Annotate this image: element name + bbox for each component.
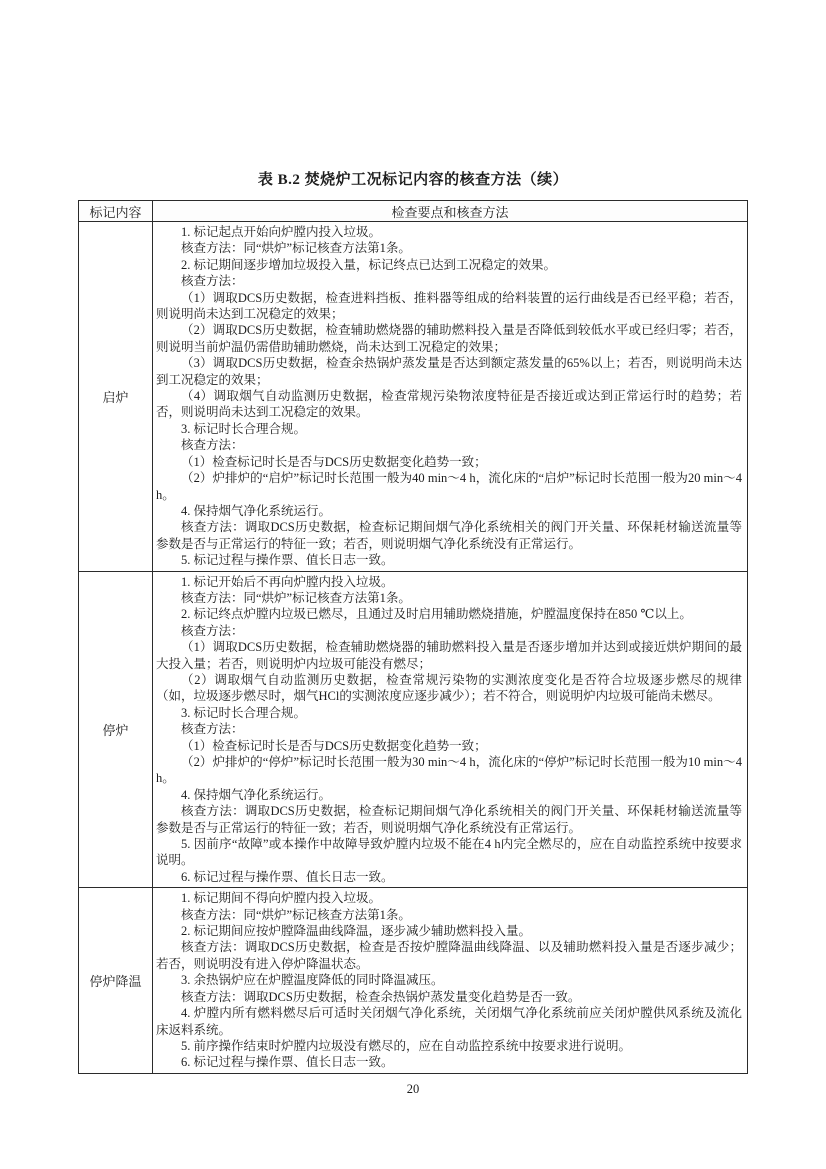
check-item-paragraph: （1）检查标记时长是否与DCS历史数据变化趋势一致； — [181, 454, 487, 469]
table-row — [79, 222, 748, 572]
check-item-paragraph: 4. 炉膛内所有燃料燃尽后可适时关闭烟气净化系统，关闭烟气净化系统前应关闭炉膛供风系统及流化床返料系统。 — [156, 1006, 742, 1037]
column-header-check-points: 检查要点和核查方法 — [153, 201, 748, 222]
table-header — [79, 201, 748, 222]
check-item-paragraph: 核查方法：调取DCS历史数据，检查标记期间烟气净化系统相关的阀门开关量、环保耗材输送流量等参数是否与正常运行的特征一致；若否，则说明烟气净化系统没有正常运行。 — [156, 520, 742, 551]
check-item-paragraph: 3. 余热锅炉应在炉膛温度降低的同时降温减压。 — [181, 973, 444, 988]
check-item-paragraph: （1）调取DCS历史数据，检查进料挡板、推料器等组成的给料装置的运行曲线是否已经平稳；若否，则说明尚未达到工况稳定的效果； — [156, 290, 742, 322]
check-item-paragraph: 6. 标记过程与操作票、值长日志一致。 — [181, 869, 394, 884]
check-item-paragraph: （2）炉排炉的“停炉”标记时长范围一般为30 min～4 h，流化床的“停炉”标记时长范围一般为10 min～4 h。 — [156, 755, 742, 786]
check-item-paragraph: 5. 前序操作结束时炉膛内垃圾没有燃尽的，应在自动监控系统中按要求进行说明。 — [181, 1038, 632, 1053]
check-item-paragraph: 2. 标记终点炉膛内垃圾已燃尽，且通过及时启用辅助燃烧措施，炉膛温度保持在850 ℃以上。 — [181, 607, 692, 622]
check-item-paragraph: 核查方法： — [181, 623, 244, 638]
check-item-paragraph: 6. 标记过程与操作票、值长日志一致。 — [181, 1055, 394, 1070]
check-item-paragraph: 1. 标记起点开始向炉膛内投入垃圾。 — [181, 225, 382, 239]
row-label: 停炉降温 — [79, 888, 153, 1073]
check-item-paragraph: 4. 保持烟气净化系统运行。 — [181, 503, 332, 518]
check-item-paragraph: 4. 保持烟气净化系统运行。 — [181, 787, 332, 802]
header-row — [79, 201, 748, 222]
check-item-paragraph: 核查方法： — [181, 438, 244, 453]
row-label: 启炉 — [79, 222, 153, 572]
check-item-paragraph: 2. 标记期间逐步增加垃圾投入量，标记终点已达到工况稳定的效果。 — [181, 257, 557, 272]
table-row — [79, 888, 748, 1073]
row-label: 停炉 — [79, 571, 153, 888]
check-item-paragraph: 核查方法：调取DCS历史数据，检查是否按炉膛降温曲线降温、以及辅助燃料投入量是否逐步减少；若否，则说明没有进入停炉降温状态。 — [156, 940, 742, 971]
page-number: 20 — [406, 1082, 420, 1096]
check-item-paragraph: （4）调取烟气自动监测历史数据，检查常规污染物浓度特征是否接近或达到正常运行时的趋势；若否，则说明尚未达到工况稳定的效果。 — [156, 389, 742, 420]
check-item-paragraph: 核查方法：调取DCS历史数据，检查标记期间烟气净化系统相关的阀门开关量、环保耗材输送流量等参数是否与正常运行的特征一致；若否，则说明烟气净化系统没有正常运行。 — [156, 804, 742, 835]
check-item-paragraph: 核查方法：同“烘炉”标记核查方法第1条。 — [181, 907, 411, 922]
check-item-paragraph: 1. 标记开始后不再向炉膛内投入垃圾。 — [181, 574, 394, 589]
check-item-paragraph: 5. 因前序“故障”或本操作中故障导致炉膛内垃圾不能在4 h内完全燃尽的，应在自动监控系统中按要求说明。 — [156, 837, 742, 868]
check-item-paragraph: 5. 标记过程与操作票、值长日志一致。 — [181, 553, 394, 568]
row-content — [153, 571, 748, 888]
check-item-paragraph: （1）检查标记时长是否与DCS历史数据变化趋势一致； — [181, 738, 487, 753]
row-content — [153, 888, 748, 1073]
check-item-paragraph: 3. 标记时长合理合规。 — [181, 705, 307, 720]
check-item-paragraph: 核查方法：调取DCS历史数据，检查余热锅炉蒸发量变化趋势是否一致。 — [181, 989, 581, 1004]
check-item-paragraph: 核查方法： — [181, 274, 244, 289]
table-title: 表 B.2 焚烧炉工况标记内容的核查方法（续） — [257, 172, 569, 188]
check-item-paragraph: （2）调取DCS历史数据，检查辅助燃烧器的辅助燃料投入量是否降低到较低水平或已经归零；若否，则说明当前炉温仍需借助辅助燃烧，尚未达到工况稳定的效果； — [156, 323, 742, 354]
check-item-paragraph: 2. 标记期间应按炉膛降温曲线降温，逐步减少辅助燃料投入量。 — [181, 924, 532, 939]
check-item-paragraph: （2）调取烟气自动监测历史数据，检查常规污染物的实测浓度变化是否符合垃圾逐步燃尽的规律（如，垃圾逐步燃尽时，烟气HCl的实测浓度应逐步减少）；若不符合，则说明炉内垃圾可能尚未燃尽。 — [156, 672, 742, 704]
column-header-mark-content: 标记内容 — [79, 201, 153, 222]
check-item-paragraph: 3. 标记时长合理合规。 — [181, 421, 307, 436]
check-item-paragraph: 核查方法：同“烘炉”标记核查方法第1条。 — [181, 241, 411, 256]
check-item-paragraph: （2）炉排炉的“启炉”标记时长范围一般为40 min～4 h，流化床的“启炉”标记时长范围一般为20 min～4 h。 — [156, 471, 742, 502]
table-row — [79, 571, 748, 888]
check-item-paragraph: 核查方法： — [181, 722, 244, 737]
check-item-paragraph: 核查方法：同“烘炉”标记核查方法第1条。 — [181, 590, 411, 605]
table-body — [79, 222, 748, 1074]
verification-method-table — [78, 200, 748, 1074]
check-item-paragraph: （1）调取DCS历史数据，检查辅助燃烧器的辅助燃料投入量是否逐步增加并达到或接近烘炉期间的最大投入量；若否，则说明炉内垃圾可能没有燃尽； — [156, 640, 742, 671]
row-content — [153, 222, 748, 572]
check-item-paragraph: （3）调取DCS历史数据，检查余热锅炉蒸发量是否达到额定蒸发量的65%以上；若否，则说明尚未达到工况稳定的效果； — [156, 356, 742, 387]
check-item-paragraph: 1. 标记期间不得向炉膛内投入垃圾。 — [181, 891, 382, 906]
